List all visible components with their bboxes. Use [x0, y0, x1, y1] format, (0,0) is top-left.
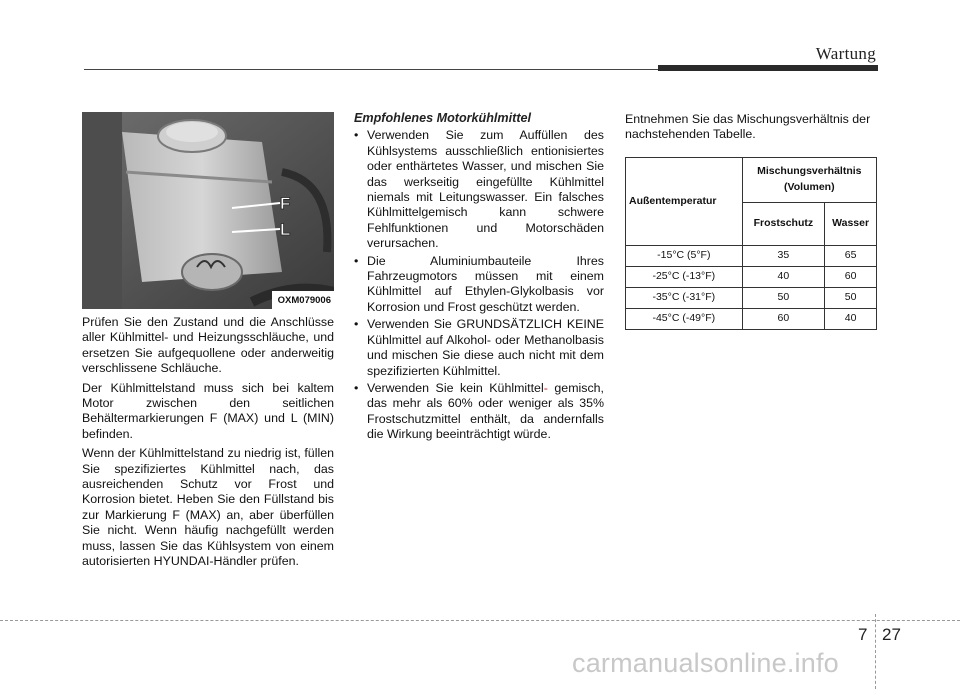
bullet-icon: • [354, 253, 359, 268]
recommendation-list [354, 128, 604, 442]
max-mark-label: F [280, 194, 291, 213]
chapter-number: 7 [858, 625, 868, 644]
header-mixing-ratio: Mischungsverhältnis (Volumen) [742, 157, 876, 202]
mixing-ratio-table [625, 157, 877, 330]
table-row: -15°C (5°F) 35 65 [626, 245, 877, 266]
footer-separator [875, 614, 876, 689]
column-right [625, 112, 877, 330]
list-item: • Verwenden Sie GRUNDSÄTZLICH KEINE Kühlmittel auf Alkohol- oder Methanolbasis und mischen Sie diese auch nicht mit dem spezifizierten Kühlmittel. [354, 317, 604, 378]
bullet-icon: • [354, 128, 359, 143]
bullet-icon: • [354, 380, 359, 395]
section-title: Wartung [815, 44, 876, 63]
paragraph: Wenn der Kühlmittelstand zu niedrig ist, füllen Sie spezifiziertes Kühlmittel nach, das ausreichenden Schutz vor Frost und Korrosion bietet. Heben Sie den Füllstand bis zur Markierung F (MAX) an, aber überfüllen Sie nicht. Wenn häufig nachgefüllt werden muss, lassen Sie das Kühlsystem von einem autorisierten HYUNDAI-Händler prüfen. [82, 446, 334, 569]
bullet-icon: • [354, 317, 359, 332]
header-water: Wasser [825, 202, 877, 245]
watermark: carmanualsonline.info [572, 648, 839, 678]
header-bar [658, 65, 878, 71]
list-item: • Verwenden Sie kein Kühlmittel- gemisch, das mehr als 60% oder weniger als 35% Frostschutzmittel enthält, da andernfalls die Wirkung beeinträchtigt würde. [354, 380, 604, 442]
section-heading: Empfohlenes Motorkühlmittel [354, 111, 532, 125]
column-left [82, 112, 334, 574]
header-antifreeze: Frostschutz [742, 202, 825, 245]
paragraph: Prüfen Sie den Zustand und die Anschlüsse aller Kühlmittel- und Heizungsschläuche, und ersetzen Sie aufgequollene oder anderweitig verschlissene Schläuche. [82, 315, 334, 376]
figure-code: OXM079006 [272, 291, 334, 309]
hyphen-mark: - [543, 380, 548, 395]
coolant-reservoir-photo [82, 112, 334, 309]
page-number: 27 [882, 625, 901, 644]
list-item: • Die Aluminiumbauteile Ihres Fahrzeugmotors müssen mit einem Kühlmittel auf Ethylen-Glykolbasis vor Korrosion und Frost geschützt werden. [354, 253, 604, 314]
table-row: -45°C (-49°F) 60 40 [626, 308, 877, 329]
table-row: -25°C (-13°F) 40 60 [626, 266, 877, 287]
paragraph: Der Kühlmittelstand muss sich bei kaltem Motor zwischen den seitlichen Behältermarkierungen F (MAX) und L (MIN) befinden. [82, 380, 334, 441]
header-outside-temp: Außentemperatur [626, 157, 743, 245]
coolant-reservoir-illustration [82, 112, 334, 309]
table-row: -35°C (-31°F) 50 50 [626, 287, 877, 308]
list-item: • Verwenden Sie zum Auffüllen des Kühlsystems ausschließlich entionisiertes oder enthärtetes Wasser, und mischen Sie das werkseitig eingefüllte Kühlmittel niemals mit Leitungswasser. Ein falsches Kühlmittelgemisch kann schwere Fehlfunktionen und Motorschäden verursachen. [354, 128, 604, 251]
table-intro: Entnehmen Sie das Mischungsverhältnis der nachstehenden Tabelle. [625, 112, 871, 142]
footer-rule [0, 620, 960, 621]
column-middle [354, 111, 604, 445]
min-mark-label: L [280, 220, 291, 239]
